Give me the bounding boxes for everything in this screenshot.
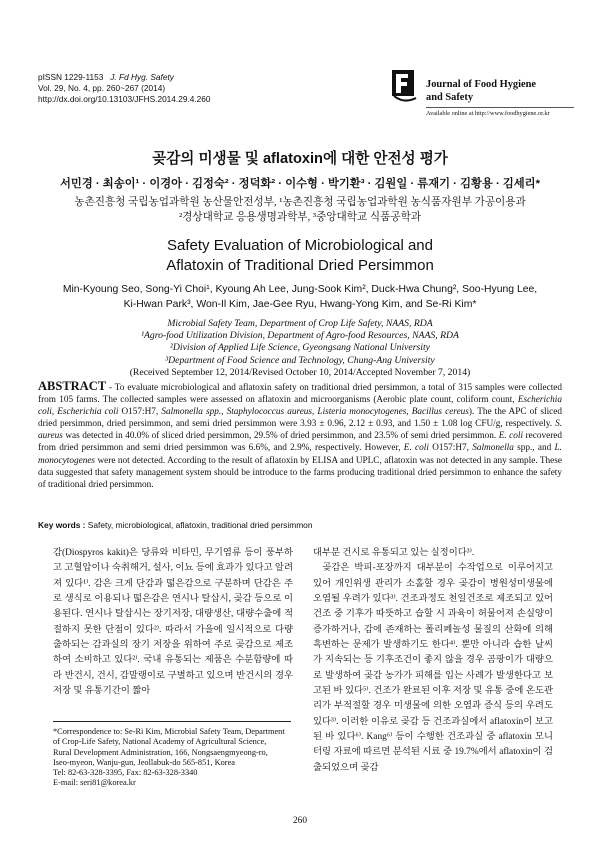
abstract-text: was detected in 40.0% of sliced dried persimmon, 29.5% of dried persimmon, and 23.5% of semi dried persimmon. (62, 431, 499, 442)
abstract-text: - To evaluate microbiological and aflatoxin safety on traditional dried persimmon, a total of 315 samples were collected from 105 farms. The collected samples were assessed on aflatoxin and microorganisms (Aerobic plate count, coliform count, (38, 383, 562, 406)
footnote-divider (53, 721, 291, 722)
abstract-species: E. coli (403, 443, 429, 454)
body-paragraph: 대부분 건시로 유통되고 있는 실정이다³⁾. (313, 548, 475, 558)
keywords-text: Safety, microbiological, aflatoxin, traditional dried persimmon (85, 520, 313, 530)
article-metadata (38, 72, 211, 106)
abstract-text: O157:H7, (118, 407, 162, 418)
body-paragraph: 곶감은 박피-포장까지 대부분이 수작업으로 이루어지고 있어 개인위생 관리가 소홀할 경우 곶감이 병원성미생물에 오염될 우려가 있다³⁾. 건조과정도 천일건조로 제조되고 있어 건조 중 기후가 따뜻하고 습할 시 과육이 허물어져 손실양이 증가하거나, 감에 존재하는 폴리페놀성 물질의 산화에 의해 흑변하는 문제가 발생하기도 한다⁴⁾. 뿐만 아니라 습한 날씨가 지속되는 등 기후조건이 좋지 않을 경우 곰팡이가 대량으로 발생하여 곶감 농가가 피해를 입는 사례가 발생한다고 보고된 바 있다⁵⁾. 건조가 완료된 이후 저장 및 유통 중에 온도관리가 부적절할 경우 미생물에 의한 오염과 증식 등의 우려도 있다³⁾. 이러한 이유로 곶감 등 건조과실에서 aflatoxin이 보고된 바 있다⁶⁾. Kang⁶⁾ 등이 수행한 건조과실 중 aflatoxin 모니터링 자료에 따르면 분석된 시료 중 19.7%에서 aflatoxin이 검출되었으며 곶감 (313, 563, 553, 773)
english-authors (0, 283, 600, 313)
keywords (38, 520, 562, 530)
abstract-text: were not detected. According to the result of aflatoxin by ELISA and UPLC, aflatoxin was not detected in any sample. These data suggested that safety management system should be introduce to the farms producing traditional dried persimmon to enhance the safety of traditional dried persimmon. (38, 455, 562, 490)
footnote-line: of Crop-Life Safety, National Academy of Agricultural Science, (53, 737, 267, 747)
volume-line: Vol. 29, No. 4, pp. 260~267 (2014) (38, 83, 166, 94)
abstract-species: Escherichia coli, Escherichia coli (38, 395, 562, 418)
abstract-text: ). The the APC of sliced dried persimmon, dried persimmon, and semi dried persimmon were 3.93 ± 0.96, 2.12 ± 0.93, and 1.50 ± 1.08 log CFU/g, respectively. (38, 407, 562, 430)
issn-line (38, 72, 211, 83)
journal-name (426, 78, 576, 104)
keywords-label: Key words : (38, 520, 86, 530)
abstract-species: Salmonella spp., Staphylococcus aureus, Listeria monocytogenes, Bacillus cereus (161, 407, 469, 418)
korean-affiliation-1: 농촌진흥청 국립농업과학원 농산물안전성부, ¹농촌진흥청 국립농업과학원 농식품자원부 가공이용과 (74, 197, 526, 208)
abstract-text: spp., and (513, 443, 555, 454)
footnote-line: Rural Development Administration, 166, Nongsaengmyeong-ro, (53, 747, 268, 757)
footnote-line: Tel: 82-63-328-3395, Fax: 82-63-328-3340 (53, 768, 198, 778)
journal-name-line1: Journal of Food Hygiene (426, 79, 536, 90)
issn: pISSN 1229-1153 (38, 72, 104, 82)
received-dates: (Received September 12, 2014/Revised October 10, 2014/Accepted November 7, 2014) (129, 366, 471, 378)
abstract-text: recovered from dried persimmon and semi dried persimmon was 6.6%, and 2.9%, respectively. However, (38, 431, 563, 454)
english-title-line2: Aflatoxin of Traditional Dried Persimmon (166, 257, 434, 274)
journal-divider (426, 107, 574, 108)
affiliation-2: ¹Agro-food Utilization Division, Department of Agro-food Resources, NAAS, RDA (141, 330, 459, 342)
page-number: 260 (293, 816, 307, 826)
footnote-line: Iseo-myeon, Wanju-gun, Jeollabuk-do 565-851, Korea (53, 757, 235, 767)
footnote-email[interactable]: E-mail: seri81@korea.kr (53, 778, 136, 788)
abstract-species: L. monocytogenes (38, 443, 562, 466)
doi-link[interactable]: http://dx.doi.org/10.13103/JFHS.2014.29.4.260 (38, 94, 211, 105)
journal-name-line2: and Safety (426, 92, 474, 103)
journal-abbrev: J. Fd Hyg. Safety (110, 72, 174, 82)
abstract-species: Salmonella (472, 443, 514, 454)
abstract-species: S. aureus (38, 419, 562, 442)
body-left-column (53, 546, 293, 699)
abstract-heading: ABSTRACT (38, 379, 107, 393)
abstract (38, 380, 562, 491)
journal-logo-icon (392, 70, 418, 104)
abstract-species: E. coli (498, 431, 524, 442)
english-title (0, 236, 600, 276)
english-authors-line1: Min-Kyoung Seo, Song-Yi Choi¹, Kyoung Ah Lee, Jung-Sook Kim², Duck-Hwa Chung², Soo-Hyung Lee, (62, 284, 538, 295)
affiliation-4: ³Department of Food Science and Technology, Chung-Ang University (165, 354, 435, 366)
english-affiliations (0, 318, 600, 379)
korean-title: 곶감의 미생물 및 aflatoxin에 대한 안전성 평가 (152, 151, 448, 167)
korean-authors: 서민경 · 최송이¹ · 이경아 · 김정숙² · 정덕화² · 이수형 · 박기환³ · 김원일 · 류재기 · 김황용 · 김세리* (60, 178, 540, 190)
body-right-column (313, 546, 553, 776)
body-paragraph: 감(Diospyros kakit)은 당류와 비타민, 무기염류 등이 풍부하고 고혈압이나 숙취해거, 설사, 이뇨 등에 효과가 있다고 알려져 있다¹⁾. 감은 크게 단감과 떫은감으로 구분하며 단감은 주로 생식로 이용되나 떫은감은 연시나 탈삽시, 곶감 등으로 이용된다. 연시나 탈삽시는 장기저장, 대량생산, 대량수출에 적절하지 못한 단점이 있다²⁾. 따라서 가을에 일시적으로 다량 출하되는 감과실의 장기 저장을 위하여 주로 곶감으로 제조하여 소비하고 있다²⁾. 국내 유통되는 제품은 수분함량에 따라 반건시, 건시, 감말랭이로 구별하고 있으며 반건시의 경우 저장 및 유통기간이 짧아 (53, 548, 293, 697)
journal-url[interactable]: Available online at http://www.foodhygiene.or.kr (426, 110, 550, 117)
affiliation-3: ²Division of Applied Life Science, Gyeongsang National University (170, 342, 430, 354)
abstract-text: O157:H7, (428, 443, 473, 454)
english-title-line1: Safety Evaluation of Microbiological and (167, 237, 433, 254)
english-authors-line2: Ki-Hwan Park³, Won-Il Kim, Jae-Gee Ryu, Hwang-Yong Kim, and Se-Ri Kim* (123, 298, 477, 310)
footnote-line: *Correspondence to: Se-Ri Kim, Microbial Safety Team, Department (53, 727, 285, 736)
korean-affiliation-2: ²경상대학교 응용생명과학부, ³중앙대학교 식품공학과 (178, 212, 422, 223)
correspondence-footnote (53, 727, 303, 789)
affiliation-1: Microbial Safety Team, Department of Crop Life Safety, NAAS, RDA (167, 318, 433, 329)
